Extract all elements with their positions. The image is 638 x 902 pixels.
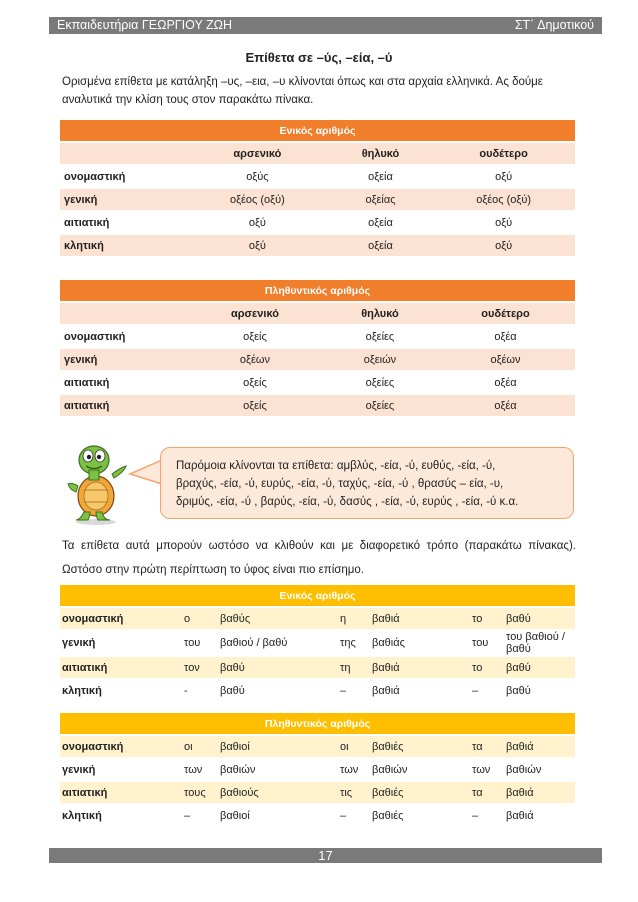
article-cell: το bbox=[470, 657, 504, 678]
table-cell: οξύ bbox=[432, 212, 575, 233]
table-cell: βαθιές bbox=[370, 782, 470, 803]
article-cell: τη bbox=[338, 657, 370, 678]
table-cell: οξείες bbox=[324, 395, 436, 416]
table-cell: βαθύ bbox=[504, 680, 575, 701]
turtle-mascot-icon bbox=[62, 440, 130, 526]
article-cell: – bbox=[470, 680, 504, 701]
singular-declension-table bbox=[60, 118, 575, 258]
article-cell: των bbox=[182, 759, 218, 780]
column-header bbox=[60, 303, 186, 324]
table-cell: βαθιά bbox=[370, 657, 470, 678]
case-label: γενική bbox=[60, 759, 182, 780]
table-row bbox=[60, 657, 575, 678]
page-title: Επίθετα σε –ύς, –εία, –ύ bbox=[245, 50, 393, 65]
article-cell: ο bbox=[182, 608, 218, 629]
intro-paragraph bbox=[62, 73, 582, 109]
article-cell: η bbox=[338, 608, 370, 629]
callout-line: βραχύς, -εία, -ύ, ευρύς, -εία, -ύ, ταχύς, -εία, -ύ , θρασύς – εία, -υ, bbox=[176, 478, 504, 490]
article-cell: του bbox=[470, 631, 504, 655]
article-cell: – bbox=[470, 805, 504, 826]
page-number: 17 bbox=[318, 848, 333, 863]
column-header: αρσενικό bbox=[186, 143, 329, 164]
case-label: κλητική bbox=[60, 805, 182, 826]
table-cell: βαθιά bbox=[504, 805, 575, 826]
table-row bbox=[60, 759, 575, 780]
table-row bbox=[60, 805, 575, 826]
table-row bbox=[60, 782, 575, 803]
column-header: ουδέτερο bbox=[436, 303, 575, 324]
intro-line: Ορισμένα επίθετα με κατάληξη –υς, –εια, –υ κλίνονται όπως και στα αρχαία ελληνικά. Ας δούμε bbox=[62, 76, 543, 88]
article-cell: των bbox=[470, 759, 504, 780]
table-cell: οξέα bbox=[436, 372, 575, 393]
article-cell: τα bbox=[470, 782, 504, 803]
table-cell: οξέα bbox=[436, 395, 575, 416]
table-cell: βαθιοί bbox=[218, 805, 338, 826]
table-cell: οξεία bbox=[329, 212, 432, 233]
table-cell: βαθιών bbox=[218, 759, 338, 780]
table-cell: βαθύ bbox=[218, 657, 338, 678]
case-label: αιτιατική bbox=[60, 395, 186, 416]
table-cell: βαθιοί bbox=[218, 736, 338, 757]
table-cell: βαθιά bbox=[370, 680, 470, 701]
case-label: γενική bbox=[60, 631, 182, 655]
table-row bbox=[60, 372, 575, 393]
table-row bbox=[60, 680, 575, 701]
case-label: αιτιατική bbox=[60, 212, 186, 233]
case-label: ονομαστική bbox=[60, 326, 186, 347]
article-cell: – bbox=[338, 805, 370, 826]
table-cell: βαθιού / βαθύ bbox=[218, 631, 338, 655]
article-cell: το bbox=[470, 608, 504, 629]
table-cell: οξύ bbox=[432, 166, 575, 187]
page-header-bar bbox=[49, 17, 602, 34]
table-cell: οξέος (οξύ) bbox=[186, 189, 329, 210]
case-label: ονομαστική bbox=[60, 166, 186, 187]
table-cell: οξείας bbox=[329, 189, 432, 210]
table-cell: βαθύς bbox=[218, 608, 338, 629]
article-cell: – bbox=[338, 680, 370, 701]
case-label: ονομαστική bbox=[60, 736, 182, 757]
table-cell: βαθιά bbox=[504, 736, 575, 757]
case-label: ονομαστική bbox=[60, 608, 182, 629]
table-cell: οξέα bbox=[436, 326, 575, 347]
table-cell: βαθύ bbox=[504, 657, 575, 678]
table-cell: βαθιά bbox=[504, 782, 575, 803]
table-heading: Πληθυντικός αριθμός bbox=[60, 280, 575, 301]
grade-label: ΣΤ΄ Δημοτικού bbox=[514, 18, 594, 32]
callout-line: Παρόμοια κλίνονται τα επίθετα: αμβλύς, -εία, -ύ, ευθύς, -εία, -ύ, bbox=[176, 460, 496, 472]
table-cell: βαθιούς bbox=[218, 782, 338, 803]
column-header: θηλυκό bbox=[329, 143, 432, 164]
table-row bbox=[60, 349, 575, 370]
table-cell: βαθιών bbox=[370, 759, 470, 780]
table-cell: βαθιές bbox=[370, 736, 470, 757]
table-cell: βαθιές bbox=[370, 805, 470, 826]
table-row bbox=[60, 189, 575, 210]
article-cell: - bbox=[182, 680, 218, 701]
page-footer-bar bbox=[49, 848, 602, 863]
intro-line: αναλυτικά την κλίση τους στον παρακάτω πίνακα. bbox=[62, 94, 314, 106]
article-cell: της bbox=[338, 631, 370, 655]
table-cell: βαθύ bbox=[504, 608, 575, 629]
article-cell: τον bbox=[182, 657, 218, 678]
alt-plural-table bbox=[60, 711, 575, 828]
table-cell: οξεία bbox=[329, 166, 432, 187]
case-label: αιτιατική bbox=[60, 372, 186, 393]
speech-bubble-text bbox=[176, 457, 566, 511]
callout-line: δριμύς, -εία, -ύ , βαρύς, -εία, -ύ, δασύς , -εία, -ύ, ευρύς , -εία, -ύ κ.α. bbox=[176, 496, 519, 508]
article-cell: του bbox=[182, 631, 218, 655]
article-cell: – bbox=[182, 805, 218, 826]
table-heading: Πληθυντικός αριθμός bbox=[60, 713, 575, 734]
column-header: θηλυκό bbox=[324, 303, 436, 324]
paragraph: Τα επίθετα αυτά μπορούν ωστόσο να κλιθούν και με διαφορετικό τρόπο (παρακάτω πίνακας). bbox=[62, 540, 576, 552]
table-row bbox=[60, 631, 575, 655]
table-cell: οξειών bbox=[324, 349, 436, 370]
table-row bbox=[60, 166, 575, 187]
table-row bbox=[60, 736, 575, 757]
alt-singular-table bbox=[60, 583, 575, 703]
table-cell: οξύ bbox=[186, 235, 329, 256]
table-cell: οξείς bbox=[186, 372, 324, 393]
table-column-header-row bbox=[60, 143, 575, 164]
case-label: κλητική bbox=[60, 235, 186, 256]
case-label: αιτιατική bbox=[60, 782, 182, 803]
case-label: γενική bbox=[60, 349, 186, 370]
school-name: Εκπαιδευτήρια ΓΕΩΡΓΙΟΥ ΖΩΗ bbox=[57, 18, 233, 32]
table-cell: του βαθιού / βαθύ bbox=[504, 631, 575, 655]
table-heading: Ενικός αριθμός bbox=[60, 120, 575, 141]
table-cell: οξέων bbox=[436, 349, 575, 370]
case-label: κλητική bbox=[60, 680, 182, 701]
table-cell: βαθιάς bbox=[370, 631, 470, 655]
article-cell: τους bbox=[182, 782, 218, 803]
table-row bbox=[60, 395, 575, 416]
table-cell: οξείες bbox=[324, 372, 436, 393]
column-header: αρσενικό bbox=[186, 303, 324, 324]
table-cell: οξείς bbox=[186, 326, 324, 347]
table-row bbox=[60, 326, 575, 347]
table-row bbox=[60, 212, 575, 233]
article-cell: οι bbox=[338, 736, 370, 757]
article-cell: οι bbox=[182, 736, 218, 757]
table-heading-row bbox=[60, 585, 575, 606]
table-cell: οξείς bbox=[186, 395, 324, 416]
table-row bbox=[60, 608, 575, 629]
table-cell: οξύς bbox=[186, 166, 329, 187]
table-heading-row bbox=[60, 280, 575, 301]
speech-bubble-tail-icon bbox=[128, 458, 164, 488]
column-header: ουδέτερο bbox=[432, 143, 575, 164]
table-heading-row bbox=[60, 713, 575, 734]
column-header bbox=[60, 143, 186, 164]
article-cell: των bbox=[338, 759, 370, 780]
table-cell: οξύ bbox=[432, 235, 575, 256]
article-cell: τις bbox=[338, 782, 370, 803]
table-heading: Ενικός αριθμός bbox=[60, 585, 575, 606]
table-cell: οξύ bbox=[186, 212, 329, 233]
case-label: αιτιατική bbox=[60, 657, 182, 678]
plural-declension-table bbox=[60, 278, 575, 418]
table-cell: οξεία bbox=[329, 235, 432, 256]
table-column-header-row bbox=[60, 303, 575, 324]
table-cell: οξείες bbox=[324, 326, 436, 347]
table-row bbox=[60, 235, 575, 256]
table-cell: οξέων bbox=[186, 349, 324, 370]
paragraph: Ωστόσο στην πρώτη περίπτωση το ύφος είναι πιο επίσημο. bbox=[62, 564, 364, 576]
table-cell: βαθιών bbox=[504, 759, 575, 780]
case-label: γενική bbox=[60, 189, 186, 210]
table-heading-row bbox=[60, 120, 575, 141]
table-cell: οξέος (οξύ) bbox=[432, 189, 575, 210]
table-cell: βαθιά bbox=[370, 608, 470, 629]
speech-bubble bbox=[160, 447, 574, 519]
article-cell: τα bbox=[470, 736, 504, 757]
table-cell: βαθύ bbox=[218, 680, 338, 701]
